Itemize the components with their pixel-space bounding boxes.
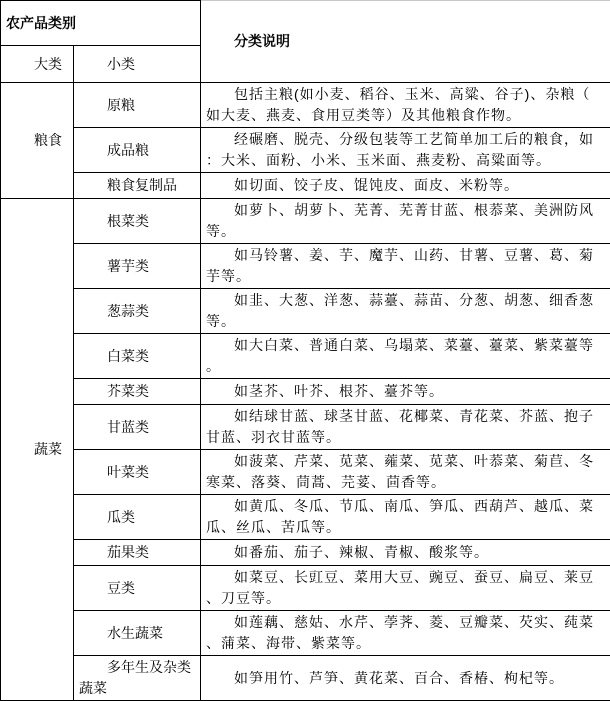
description-header-cell	[201, 1, 610, 83]
description-text: 如韭、大葱、洋葱、蒜薹、蒜苗、分葱、胡葱、细香葱等。	[206, 290, 605, 332]
minor-column-header-cell	[74, 46, 201, 83]
major-column-header-cell	[1, 46, 74, 83]
minor-category-cell	[74, 128, 201, 173]
description-text: 如马铃薯、姜、芋、魔芋、山药、甘薯、豆薯、葛、菊芋等。	[206, 245, 605, 287]
minor-category-label: 甘蓝类	[79, 417, 195, 438]
minor-category-cell	[74, 199, 201, 244]
minor-category-label: 茄果类	[79, 542, 195, 563]
minor-category-label: 根菜类	[79, 211, 195, 232]
minor-category-cell	[74, 540, 201, 566]
description-cell	[201, 566, 610, 611]
description-text: 如结球甘蓝、球茎甘蓝、花椰菜、青花菜、芥蓝、抱子甘蓝、羽衣甘蓝等。	[206, 406, 605, 448]
major-category-cell	[1, 199, 74, 701]
minor-category-cell	[74, 83, 201, 128]
table-row	[1, 128, 610, 173]
table-body	[1, 1, 610, 701]
minor-category-cell	[74, 656, 201, 701]
description-text: 如菠菜、芹菜、苋菜、蕹菜、苋菜、叶菾菜、菊苣、冬寒菜、落葵、茼蒿、芫荽、茴香等。	[206, 451, 605, 493]
minor-category-label: 多年生及杂类蔬菜	[79, 657, 195, 699]
description-text: 如黄瓜、冬瓜、节瓜、南瓜、笋瓜、西葫芦、越瓜、菜瓜、丝瓜、苦瓜等。	[206, 496, 605, 538]
table-row	[1, 540, 610, 566]
table-row	[1, 495, 610, 540]
description-text: 如莲藕、慈姑、水芹、荸荠、菱、豆瓣菜、芡实、莼菜、蒲菜、海带、紫菜等。	[206, 612, 605, 654]
category-group-header-cell	[1, 1, 201, 46]
table-row	[1, 450, 610, 495]
table-row	[1, 173, 610, 199]
table-row	[1, 379, 610, 405]
minor-category-label: 葱蒜类	[79, 301, 195, 322]
minor-category-cell	[74, 450, 201, 495]
table-row	[1, 405, 610, 450]
major-category-cell	[1, 83, 74, 199]
description-cell	[201, 450, 610, 495]
description-text: 包括主粮(如小麦、稻谷、玉米、高粱、谷子)、杂粮（如大麦、燕麦、食用豆类等）及其他粮食作物。	[206, 84, 605, 126]
category-group-header-label: 农产品类别	[6, 13, 195, 34]
minor-category-label: 原粮	[79, 95, 195, 116]
description-text: 如菜豆、长豇豆、菜用大豆、豌豆、蚕豆、扁豆、莱豆、刀豆等。	[206, 567, 605, 609]
description-text: 如番茄、茄子、辣椒、青椒、酸浆等。	[206, 542, 605, 563]
minor-category-label: 白菜类	[79, 346, 195, 367]
major-column-header-label: 大类	[6, 54, 68, 75]
description-text: 经碾磨、脱壳、分级包装等工艺简单加工后的粮食，如：大米、面粉、小米、玉米面、燕麦粉、高粱面等。	[206, 129, 605, 171]
minor-category-label: 薯芋类	[79, 256, 195, 277]
description-cell	[201, 656, 610, 701]
major-category-label: 粮食	[6, 130, 68, 151]
description-cell	[201, 540, 610, 566]
table-row	[1, 244, 610, 289]
minor-category-cell	[74, 173, 201, 199]
description-cell	[201, 83, 610, 128]
minor-category-label: 叶菜类	[79, 462, 195, 483]
minor-category-cell	[74, 289, 201, 334]
description-header-label: 分类说明	[206, 31, 605, 52]
minor-category-cell	[74, 405, 201, 450]
minor-category-cell	[74, 244, 201, 289]
table-row	[1, 566, 610, 611]
minor-category-label: 成品粮	[79, 140, 195, 161]
minor-category-label: 瓜类	[79, 507, 195, 528]
description-text: 如萝卜、胡萝卜、芜菁、芜菁甘蓝、根菾菜、美洲防风等。	[206, 200, 605, 242]
description-cell	[201, 334, 610, 379]
table-row	[1, 656, 610, 701]
minor-category-cell	[74, 334, 201, 379]
table-row	[1, 83, 610, 128]
description-cell	[201, 173, 610, 199]
description-cell	[201, 244, 610, 289]
header-row-1	[1, 1, 610, 46]
minor-category-label: 芥菜类	[79, 381, 195, 402]
description-cell	[201, 611, 610, 656]
minor-category-cell	[74, 495, 201, 540]
minor-category-label: 粮食复制品	[79, 175, 195, 196]
description-text: 如切面、饺子皮、馄饨皮、面皮、米粉等。	[206, 175, 605, 196]
description-text: 如茎芥、叶芥、根芥、薹芥等。	[206, 381, 605, 402]
table-row	[1, 199, 610, 244]
description-cell	[201, 289, 610, 334]
minor-category-cell	[74, 611, 201, 656]
minor-category-label: 豆类	[79, 578, 195, 599]
description-text: 如大白菜、普通白菜、乌塌菜、菜薹、薹菜、紫菜薹等。	[206, 335, 605, 377]
description-cell	[201, 495, 610, 540]
table-row	[1, 289, 610, 334]
minor-category-cell	[74, 379, 201, 405]
description-text: 如笋用竹、芦笋、黄花菜、百合、香椿、枸杞等。	[206, 668, 605, 689]
table-row	[1, 611, 610, 656]
description-cell	[201, 128, 610, 173]
minor-column-header-label: 小类	[79, 54, 195, 75]
minor-category-cell	[74, 566, 201, 611]
minor-category-label: 水生蔬菜	[79, 623, 195, 644]
description-cell	[201, 405, 610, 450]
major-category-label: 蔬菜	[6, 439, 68, 460]
table-row	[1, 334, 610, 379]
description-cell	[201, 199, 610, 244]
description-cell	[201, 379, 610, 405]
